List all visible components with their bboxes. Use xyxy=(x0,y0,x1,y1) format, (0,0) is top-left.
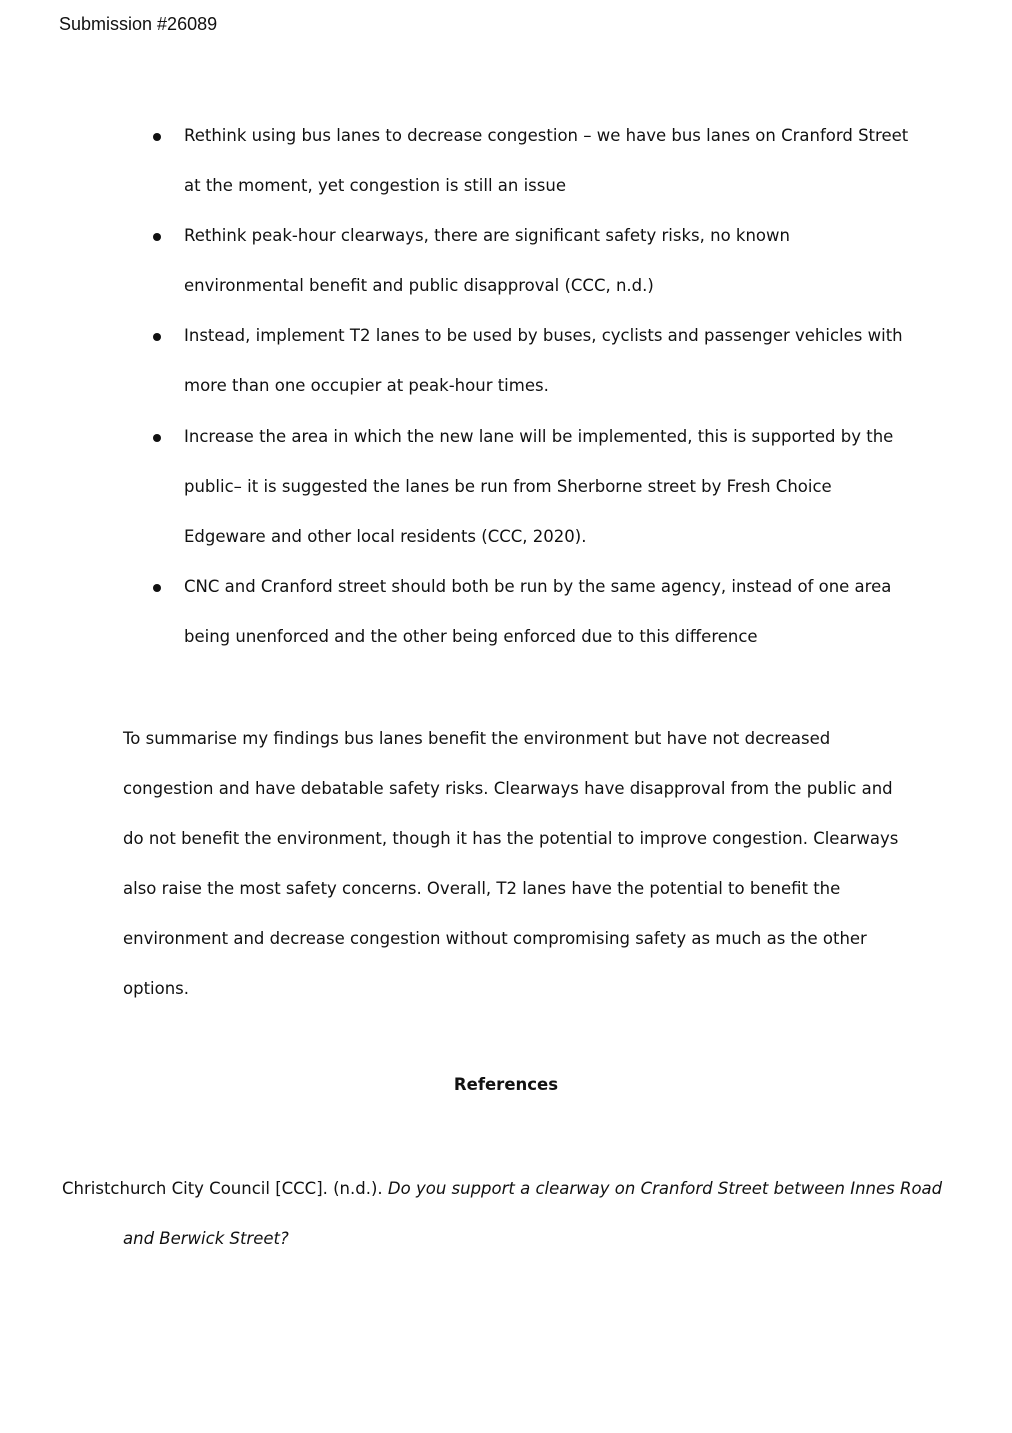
bullet-icon xyxy=(153,584,161,592)
reference-title: Do you support a clearway on Cranford Street between Innes Road and Berwick Street? xyxy=(123,1179,943,1248)
list-item xyxy=(0,562,1012,662)
list-item xyxy=(0,412,1012,562)
reference-author: Christchurch City Council [CCC]. (n.d.). xyxy=(62,1179,388,1198)
bullet-icon xyxy=(153,233,161,241)
list-item-text: Rethink using bus lanes to decrease congestion – we have bus lanes on Cranford Street at the moment, yet congestion is still an issue xyxy=(184,126,909,196)
bullet-icon xyxy=(153,333,161,341)
recommendation-list xyxy=(0,111,1012,662)
references-heading: References xyxy=(453,1075,559,1094)
list-item xyxy=(0,111,1012,211)
list-item-text: Increase the area in which the new lane will be implemented, this is supported by the public– it is suggested the lanes be run from Sherborne street by Fresh Choice Edgeware and other local residents (CCC, 2020). xyxy=(184,426,894,546)
submission-header: Submission #26089 xyxy=(59,14,218,34)
bullet-icon xyxy=(153,434,161,442)
list-item-text: Rethink peak-hour clearways, there are significant safety risks, no known environmental benefit and public disapproval (CCC, n.d.) xyxy=(184,226,790,296)
summary-paragraph: To summarise my findings bus lanes benefit the environment but have not decreased congestion and have debatable safety risks. Clearways have disapproval from the public and do not benefit the environment, though it has the potential to improve congestion. Clearways also raise the most safety concerns. Overall, T2 lanes have the potential to benefit the environment and decrease congestion without compromising safety as much as the other options. xyxy=(123,729,899,998)
list-item-text: Instead, implement T2 lanes to be used by buses, cyclists and passenger vehicles with more than one occupier at peak-hour times. xyxy=(184,326,903,396)
list-item-text: CNC and Cranford street should both be run by the same agency, instead of one area being unenforced and the other being enforced due to this difference xyxy=(184,576,892,646)
list-item xyxy=(0,311,1012,411)
bullet-icon xyxy=(153,133,161,141)
reference-entry xyxy=(62,1164,973,1264)
list-item xyxy=(0,211,1012,311)
